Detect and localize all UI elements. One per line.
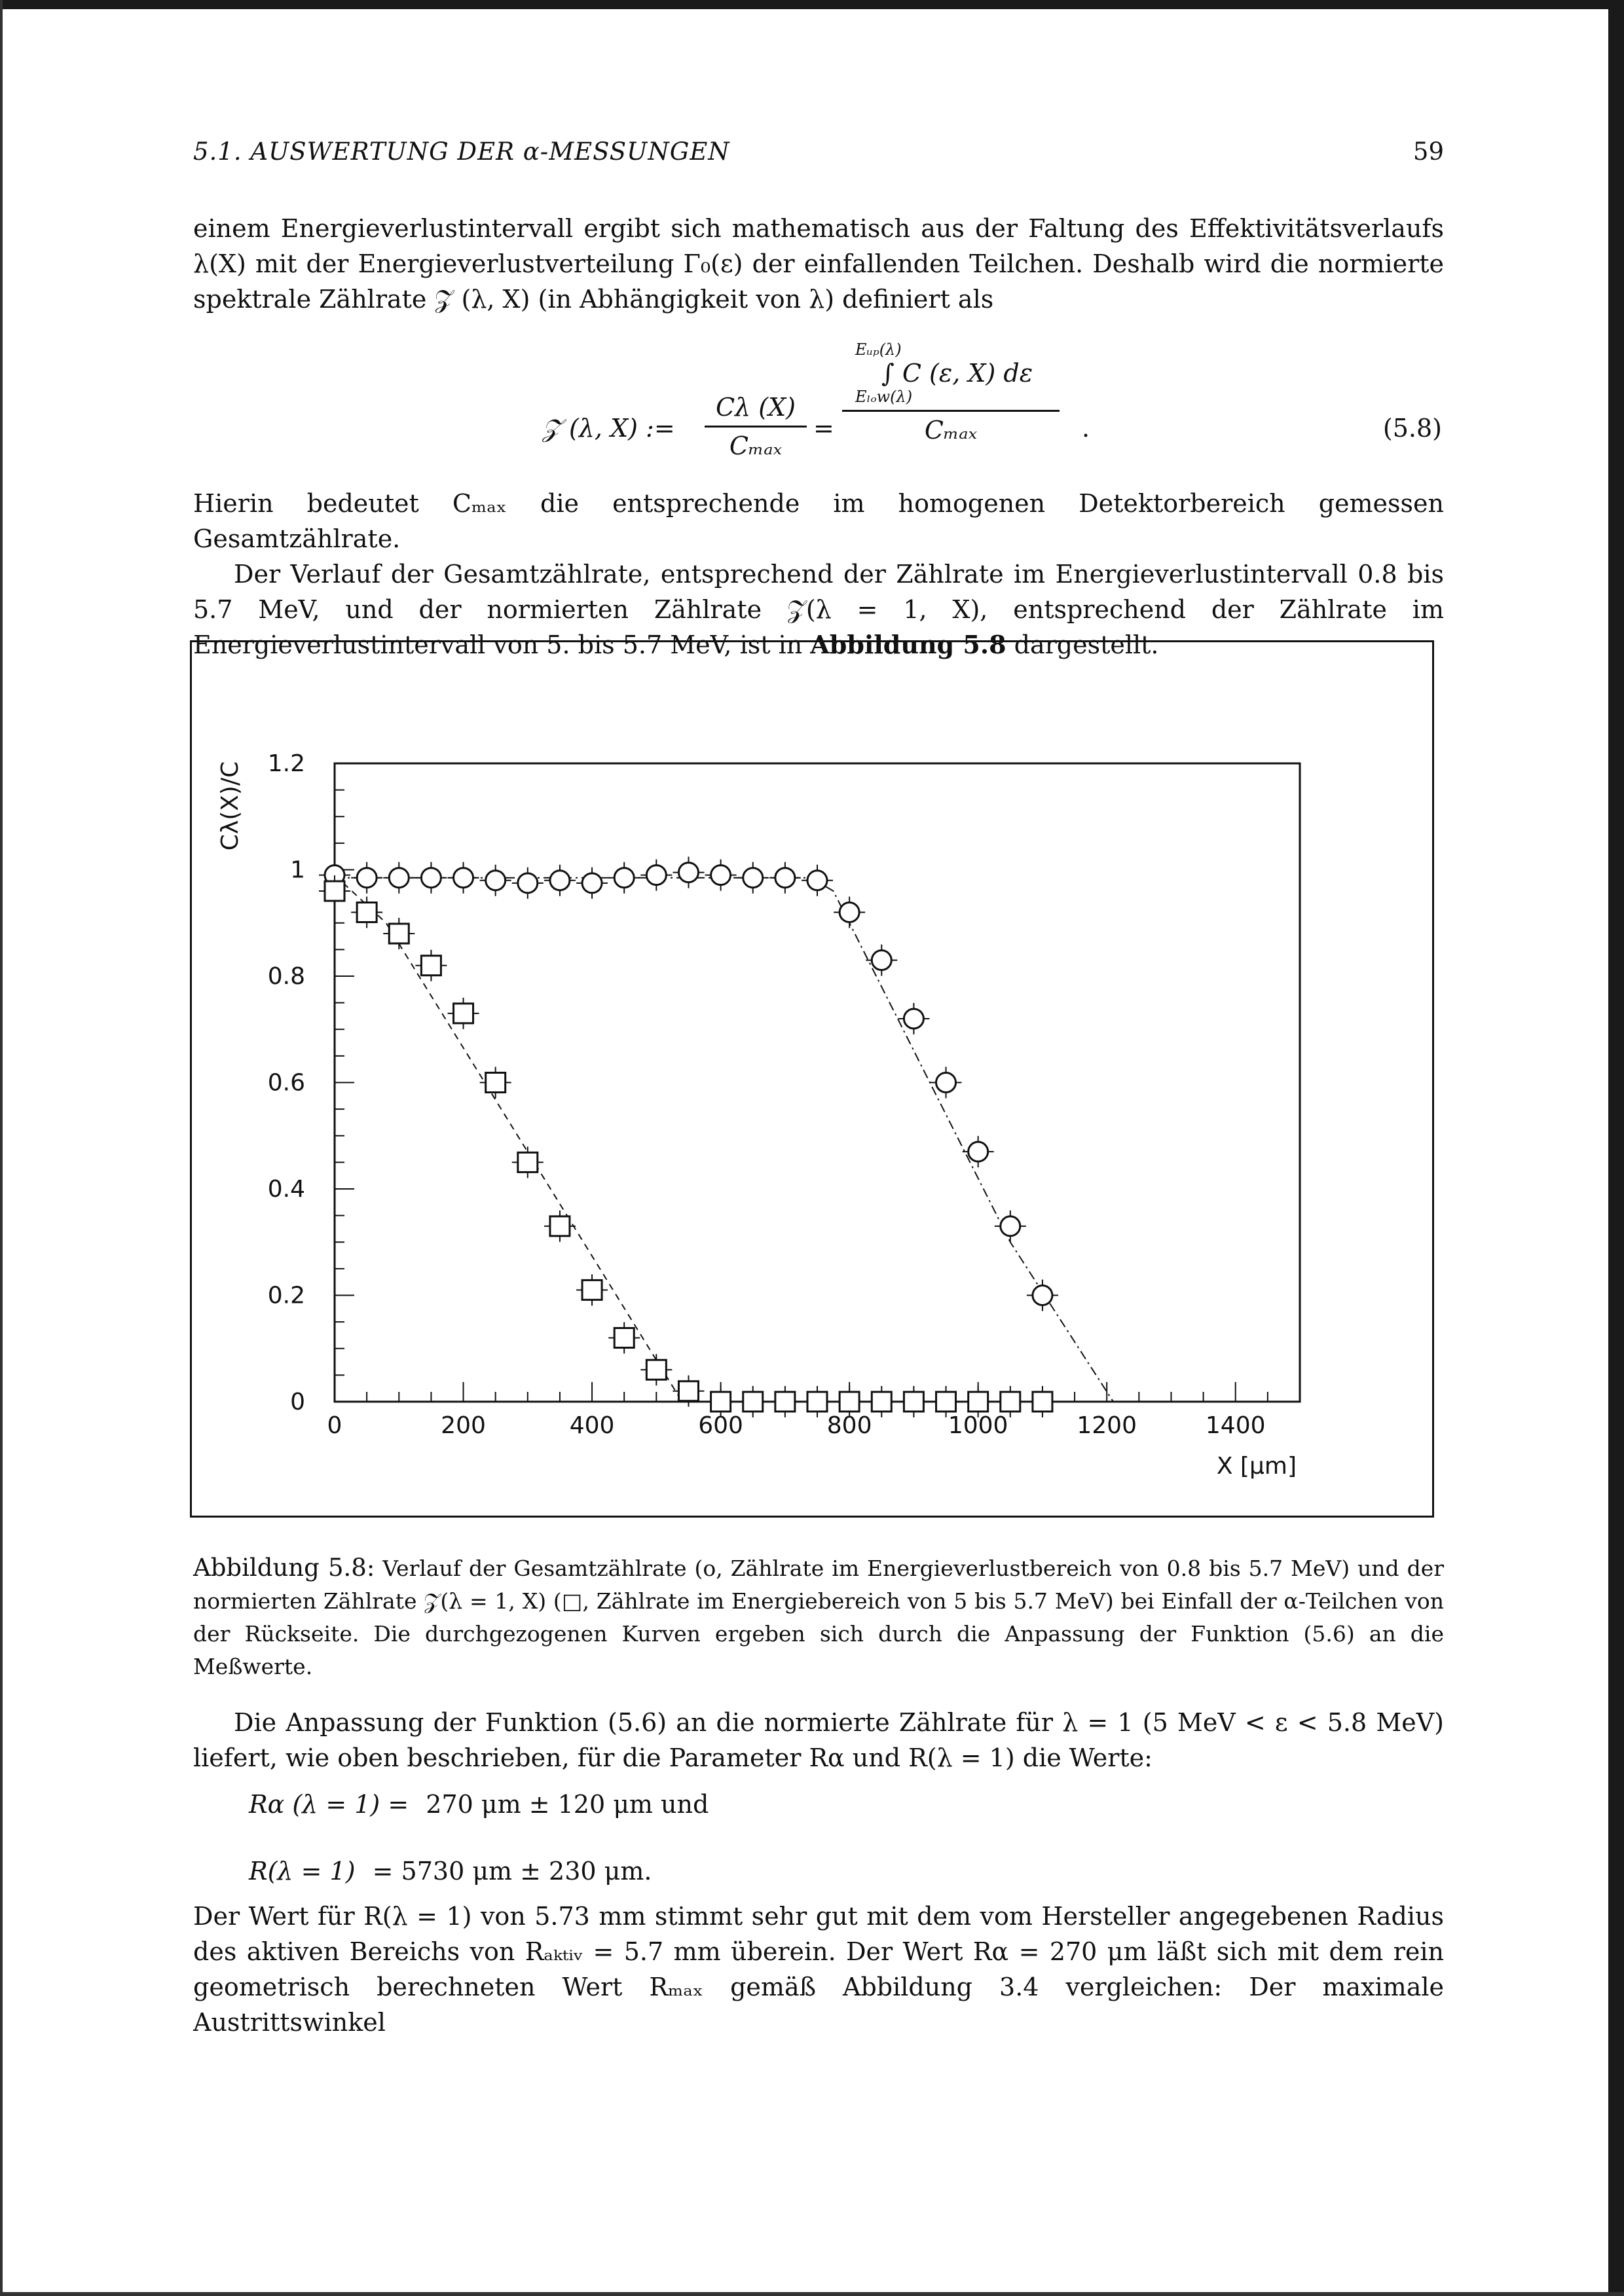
data-point-circle [1001, 1216, 1020, 1236]
x-tick-label: 1400 [1205, 1412, 1266, 1439]
result-r-alpha [249, 1790, 709, 1819]
fit-curve [335, 878, 1113, 1402]
data-point-circle [711, 866, 731, 885]
y-tick-label: 0 [290, 1389, 305, 1415]
data-point-square [969, 1392, 988, 1412]
data-point-circle [1033, 1286, 1052, 1305]
y-tick-label: 0.6 [267, 1069, 305, 1097]
data-point-square [1033, 1392, 1052, 1412]
data-point-square [872, 1392, 891, 1412]
data-point-circle [775, 868, 795, 888]
integral-upper-limit: Eᵤₚ(λ) [855, 340, 902, 359]
data-point-square [389, 924, 409, 943]
data-point-square [646, 1360, 666, 1379]
x-tick-label: 400 [569, 1412, 615, 1439]
data-point-circle [807, 871, 827, 890]
y-tick-label: 1.2 [267, 750, 305, 777]
data-point-circle [582, 873, 602, 893]
paragraph-definitions [193, 486, 1444, 663]
paragraph-text: Der Wert für R(λ = 1) von 5.73 mm stimmt sehr gut mit dem vom Hersteller angegebenen Radius des aktiven Bereichs von Rₐₖₜᵢᵥ = 5.7 mm überein. Der Wert Rα = 270 μm läßt sich mit dem rein geometrisch berechneten Wert Rₘₐₓ gemäß Abbildung 3.4 vergleichen: Der maximale Austrittswinkel [193, 1902, 1444, 2037]
figure-5-8 [190, 640, 1434, 1518]
paragraph-discussion [193, 1899, 1444, 2040]
caption-label: Abbildung 5.8: [193, 1554, 375, 1582]
data-point-square [486, 1073, 506, 1093]
data-point-circle [550, 871, 570, 890]
paragraph-fit [193, 1705, 1444, 1776]
fit-curve [335, 875, 1056, 1402]
y-tick-label: 1 [290, 856, 305, 884]
result-label: Rα (λ = 1) = [249, 1790, 409, 1819]
running-head [193, 137, 1444, 166]
data-point-square [743, 1392, 763, 1412]
data-point-square [807, 1392, 827, 1412]
data-point-circle [936, 1073, 956, 1093]
fraction-numerator: Cλ (X) [716, 393, 796, 422]
data-point-circle [969, 1142, 988, 1161]
x-tick-label: 800 [826, 1412, 872, 1439]
data-point-square [614, 1328, 634, 1348]
data-point-square [454, 1004, 473, 1023]
data-point-circle [518, 873, 538, 893]
paragraph-text: Die Anpassung der Funktion (5.6) an die normierte Zählrate für λ = 1 (5 MeV < ε < 5.8 MeV) liefert, wie oben beschrieben, für die Parameter Rα und R(λ = 1) die Werte: [193, 1708, 1444, 1772]
x-tick-label: 200 [441, 1412, 486, 1439]
fraction-bar [705, 426, 807, 428]
data-point-circle [486, 871, 506, 890]
fraction-bar [842, 410, 1060, 412]
data-point-circle [614, 868, 634, 888]
data-point-square [775, 1392, 795, 1412]
data-point-circle [840, 903, 859, 922]
data-point-circle [357, 868, 377, 888]
data-point-circle [678, 863, 698, 883]
equation-number: (5.8) [1382, 414, 1442, 443]
data-point-square [421, 956, 441, 975]
equation-lhs: 𝒵 (λ, X) := [542, 414, 675, 443]
integral-lower-limit: Eₗₒw(λ) [855, 388, 913, 406]
data-point-square [357, 903, 377, 922]
result-value: 270 μm ± 120 μm und [426, 1790, 709, 1819]
y-tick-label: 0.2 [267, 1282, 305, 1309]
figure-caption [193, 1552, 1444, 1683]
fraction-denominator: Cₘₐₓ [729, 431, 783, 460]
data-point-circle [421, 868, 441, 888]
data-point-circle [743, 868, 763, 888]
result-r-lambda [249, 1857, 652, 1886]
x-tick-label: 1000 [948, 1412, 1008, 1439]
equals-sign: = [813, 414, 834, 443]
result-value: = 5730 μm ± 230 μm. [372, 1857, 652, 1886]
data-point-circle [454, 868, 473, 888]
data-point-square [711, 1392, 731, 1412]
x-tick-label: 1200 [1077, 1412, 1137, 1439]
data-point-circle [389, 868, 409, 888]
equation-fraction-2 [842, 340, 1060, 445]
data-point-square [518, 1152, 538, 1172]
scan-border-bottom [0, 2292, 1624, 2296]
paragraph-text: einem Energieverlustintervall ergibt sich mathematisch aus der Faltung des Effektivitätsverlaufs λ(X) mit der Energieverlustverteilung Γ₀(ε) der einfallenden Teilchen. Deshalb wird die normierte spektrale Zählrate 𝒵 (λ, X) (in Abhängigkeit von λ) definiert als [193, 214, 1444, 314]
section-title: 5.1. AUSWERTUNG DER α-MESSUNGEN [193, 137, 730, 166]
x-axis-label: X [μm] [1216, 1453, 1297, 1480]
y-tick-label: 0.8 [267, 963, 305, 990]
data-point-square [904, 1392, 923, 1412]
data-point-circle [646, 866, 666, 885]
data-point-square [936, 1392, 956, 1412]
chart [192, 642, 1432, 1516]
data-point-square [840, 1392, 859, 1412]
integral-expression: ∫ C (ε, X) dε [881, 359, 1033, 388]
result-label: R(λ = 1) [249, 1857, 356, 1886]
plot-frame [335, 763, 1300, 1402]
data-point-square [582, 1280, 602, 1300]
equation-period: . [1082, 414, 1090, 443]
data-point-square [325, 881, 344, 901]
x-tick-label: 0 [327, 1412, 342, 1439]
figure-reference: Abbildung 5.8 [810, 630, 1006, 659]
page-number: 59 [1412, 137, 1444, 166]
x-tick-label: 600 [698, 1412, 743, 1439]
data-point-circle [872, 951, 891, 970]
scan-border-top [0, 0, 1624, 9]
caption-text: Verlauf der Gesamtzählrate (o, Zählrate im Energieverlustbereich von 0.8 bis 5.7 MeV) und der normierten Zählrate 𝒵(λ = 1, X) (□, Zählrate im Energiebereich von 5 bis 5.7 MeV) bei Einfall der α-Teilchen von der Rückseite. Die durchgezogenen Kurven ergeben sich durch die Anpassung der Funktion (5.6) an die Meßwerte. [193, 1556, 1444, 1679]
y-axis-label: Cλ(X)/C [217, 761, 244, 851]
y-tick-label: 0.4 [267, 1176, 305, 1203]
fraction-denominator: Cₘₐₓ [924, 416, 978, 445]
paragraph-text: Hierin bedeutet Cₘₐₓ die entsprechende im homogenen Detektorbereich gemessen Gesamtzählrate. [193, 489, 1444, 553]
data-point-square [550, 1216, 570, 1236]
paragraph-intro [193, 211, 1444, 317]
data-point-circle [904, 1009, 923, 1029]
equation-5-8 [0, 340, 1624, 478]
data-point-square [1001, 1392, 1020, 1412]
paragraph-text: Der Verlauf der Gesamtzählrate, entsprechend der Zählrate im Energieverlustintervall 0.8 bis 5.7 MeV, und der normierten Zählrate 𝒵(λ = 1, X), entsprechend der Zählrate im Energieverlustintervall von 5. bis 5.7 MeV, ist in [193, 560, 1444, 659]
equation-fraction-1 [705, 393, 807, 460]
paragraph-text: dargestellt. [1014, 630, 1159, 659]
data-point-square [678, 1381, 698, 1401]
